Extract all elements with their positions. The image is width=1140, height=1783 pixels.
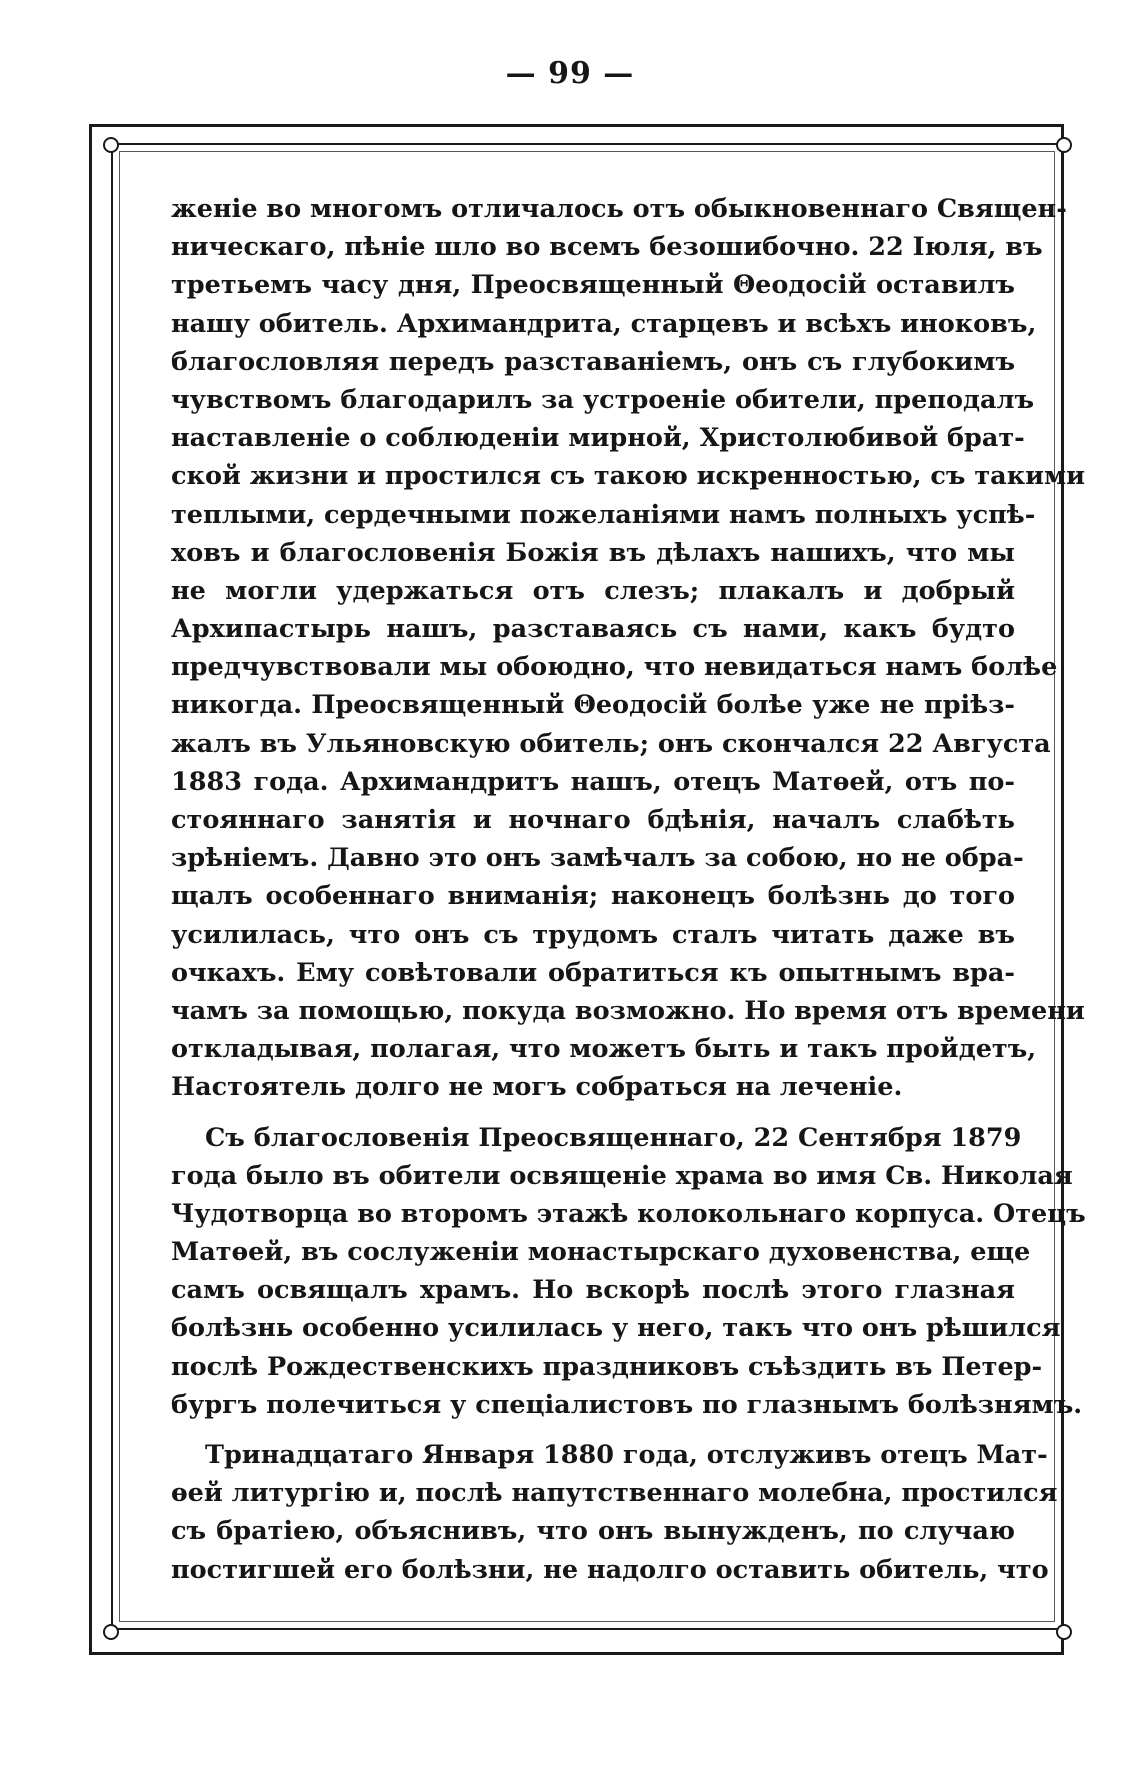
corner-ornament-icon (1056, 137, 1072, 153)
text-line: самъ освящалъ храмъ. Но вскорѣ послѣ этого глазная (171, 1275, 1015, 1306)
text-line: постигшей его болѣзни, не надолго оставить обитель, что (171, 1554, 1049, 1585)
paragraph (171, 190, 1086, 1107)
text-line: Архипастырь нашъ, разставаясь съ нами, какъ будто (171, 614, 1015, 645)
text-line: усилилась, что онъ съ трудомъ сталъ читать даже въ (171, 919, 1015, 950)
text-line: благословляя передъ разставаніемъ, онъ съ глубокимъ (171, 346, 1015, 377)
page-number: — 99 — (505, 56, 635, 91)
corner-ornament-icon (103, 1624, 119, 1640)
text-line: зрѣніемъ. Давно это онъ замѣчалъ за собою, но не обра- (171, 843, 1024, 874)
text-line: щалъ особеннаго вниманія; наконецъ болѣзнь до того (171, 881, 1015, 912)
text-line: года было въ обители освященіе храма во имя Св. Николая (171, 1160, 1073, 1191)
text-line: никогда. Преосвященный Θеодосій болѣе уже не пріѣз- (171, 690, 1015, 721)
text-line: ской жизни и простился съ такою искренностью, съ такими (171, 461, 1086, 492)
text-line: Съ благословенія Преосвященнаго, 22 Сентября 1879 (205, 1122, 1022, 1153)
paragraph (171, 1119, 1086, 1425)
text-line: женіе во многомъ отличалось отъ обыкновеннаго Священ- (171, 194, 1067, 224)
text-line: очкахъ. Ему совѣтовали обратиться къ опытнымъ вра- (171, 957, 1015, 988)
text-line: жалъ въ Ульяновскую обитель; онъ скончался 22 Августа (171, 728, 1051, 759)
text-line: чамъ за помощью, покуда возможно. Но время отъ времени (171, 995, 1085, 1026)
text-line: ховъ и благословенія Божія въ дѣлахъ нашихъ, что мы (171, 537, 1015, 568)
corner-ornament-icon (1056, 1624, 1072, 1640)
paragraph (171, 1436, 1058, 1589)
corner-ornament-icon (103, 137, 119, 153)
text-line: чувствомъ благодарилъ за устроеніе обители, преподалъ (171, 384, 1035, 415)
text-line: Настоятель долго не могъ собраться на леченіе. (171, 1072, 903, 1103)
text-line: съ братіею, объяснивъ, что онъ вынужденъ, по случаю (171, 1516, 1015, 1547)
text-line: не могли удержаться отъ слезъ; плакалъ и добрый (171, 575, 1015, 606)
text-line: Матѳей, въ сослуженіи монастырскаго духовенства, еще (171, 1237, 1031, 1268)
page-body (171, 190, 1086, 1589)
text-line: ѳей литургію и, послѣ напутственнаго молебна, простился (171, 1478, 1058, 1509)
text-line: третьемъ часу дня, Преосвященный Θеодосій оставилъ (171, 270, 1015, 301)
text-line: предчувствовали мы обоюдно, что невидаться намъ болѣе (171, 652, 1058, 683)
text-line: бургъ полечиться у спеціалистовъ по глазнымъ болѣзнямъ. (171, 1389, 1083, 1420)
text-line: стояннаго занятія и ночнаго бдѣнія, началъ слабѣть (171, 805, 1015, 835)
text-line: Тринадцатаго Января 1880 года, отслуживъ отецъ Мат- (205, 1440, 1048, 1470)
text-line: 1883 года. Архимандритъ нашъ, отецъ Матѳей, отъ по- (171, 766, 1015, 797)
text-line: послѣ Рождественскихъ праздниковъ съѣздить въ Петер- (171, 1351, 1043, 1382)
text-line: наставленіе о соблюденіи мирной, Христолюбивой брат- (171, 423, 1025, 454)
text-line: Чудотворца во второмъ этажѣ колокольнаго корпуса. Отецъ (171, 1198, 1086, 1229)
text-line: болѣзнь особенно усилилась у него, такъ что онъ рѣшился (171, 1313, 1061, 1344)
text-line: откладывая, полагая, что можетъ быть и такъ пройдетъ, (171, 1034, 1037, 1065)
text-line: нашу обитель. Архимандрита, старцевъ и всѣхъ иноковъ, (171, 308, 1037, 339)
text-line: теплыми, сердечными пожеланіями намъ полныхъ успѣ- (171, 499, 1036, 530)
text-line: ническаго, пѣніе шло во всемъ безошибочно. 22 Іюля, въ (171, 232, 1043, 263)
